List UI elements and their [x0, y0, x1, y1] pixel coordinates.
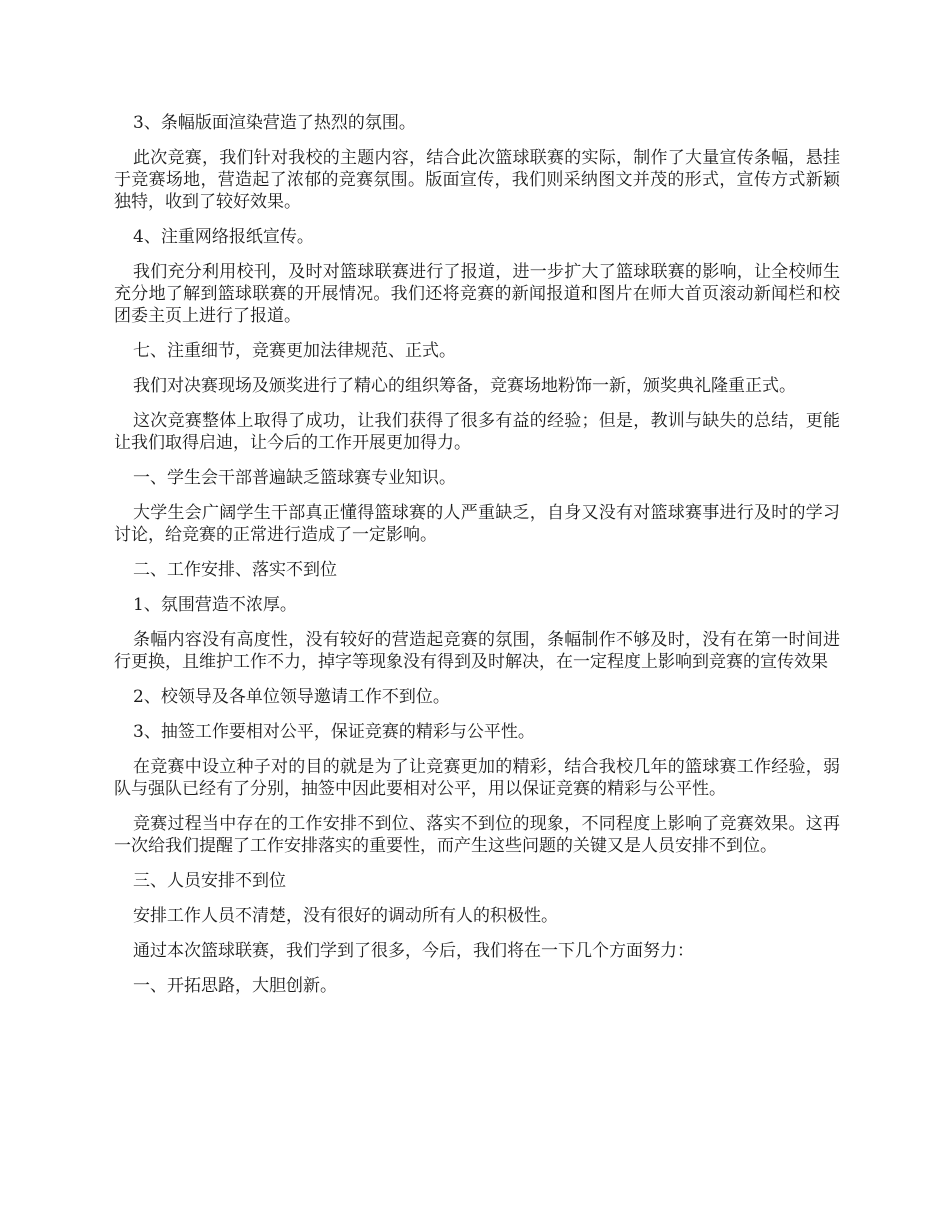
paragraph: 2、校领导及各单位领导邀请工作不到位。 — [133, 687, 450, 707]
paragraph: 在竞赛中设立种子对的目的就是为了让竞赛更加的精彩，结合我校几年的篮球赛工作经验，弱队与强队已经有了分别，抽签中因此要相对公平，用以保证竞赛的精彩与公平性。 — [114, 757, 840, 799]
paragraph: 一、开拓思路，大胆创新。 — [133, 976, 337, 996]
paragraph: 竞赛过程当中存在的工作安排不到位、落实不到位的现象，不同程度上影响了竞赛效果。这再一次给我们提醒了工作安排落实的重要性，而产生这些问题的关键又是人员安排不到位。 — [114, 814, 840, 856]
paragraph: 3、抽签工作要相对公平，保证竞赛的精彩与公平性。 — [133, 722, 535, 742]
paragraph: 这次竞赛整体上取得了成功，让我们获得了很多有益的经验；但是，教训与缺失的总结，更能让我们取得启迪，让今后的工作开展更加得力。 — [114, 411, 840, 453]
document-body — [114, 112, 840, 1010]
paragraph: 安排工作人员不清楚，没有很好的调动所有人的积极性。 — [133, 906, 558, 926]
paragraph: 三、人员安排不到位 — [133, 871, 286, 891]
paragraph: 此次竞赛，我们针对我校的主题内容，结合此次篮球联赛的实际，制作了大量宣传条幅，悬挂于竞赛场地，营造起了浓郁的竞赛氛围。版面宣传，我们则采纳图文并茂的形式，宣传方式新颖独特，收到了较好效果。 — [114, 148, 840, 212]
paragraph: 一、学生会干部普遍缺乏篮球赛专业知识。 — [133, 468, 456, 488]
paragraph: 七、注重细节，竞赛更加法律规范、正式。 — [133, 341, 456, 361]
paragraph: 大学生会广阔学生干部真正懂得篮球赛的人严重缺乏，自身又没有对篮球赛事进行及时的学习讨论，给竞赛的正常进行造成了一定影响。 — [114, 503, 840, 545]
paragraph: 二、工作安排、落实不到位 — [133, 560, 337, 580]
paragraph: 我们充分利用校刊，及时对篮球联赛进行了报道，进一步扩大了篮球联赛的影响，让全校师生充分地了解到篮球联赛的开展情况。我们还将竞赛的新闻报道和图片在师大首页滚动新闻栏和校团委主页上进行了报道。 — [114, 262, 840, 326]
paragraph: 1、氛围营造不浓厚。 — [133, 595, 297, 615]
paragraph: 条幅内容没有高度性，没有较好的营造起竞赛的氛围，条幅制作不够及时，没有在第一时间进行更换，且维护工作不力，掉字等现象没有得到及时解决，在一定程度上影响到竞赛的宣传效果 — [114, 630, 840, 672]
paragraph: 我们对决赛现场及颁奖进行了精心的组织筹备，竞赛场地粉饰一新，颁奖典礼隆重正式。 — [133, 376, 796, 396]
paragraph: 3、条幅版面渲染营造了热烈的氛围。 — [133, 113, 416, 133]
paragraph: 通过本次篮球联赛，我们学到了很多，今后，我们将在一下几个方面努力： — [133, 941, 694, 961]
paragraph: 4、注重网络报纸宣传。 — [133, 227, 314, 247]
